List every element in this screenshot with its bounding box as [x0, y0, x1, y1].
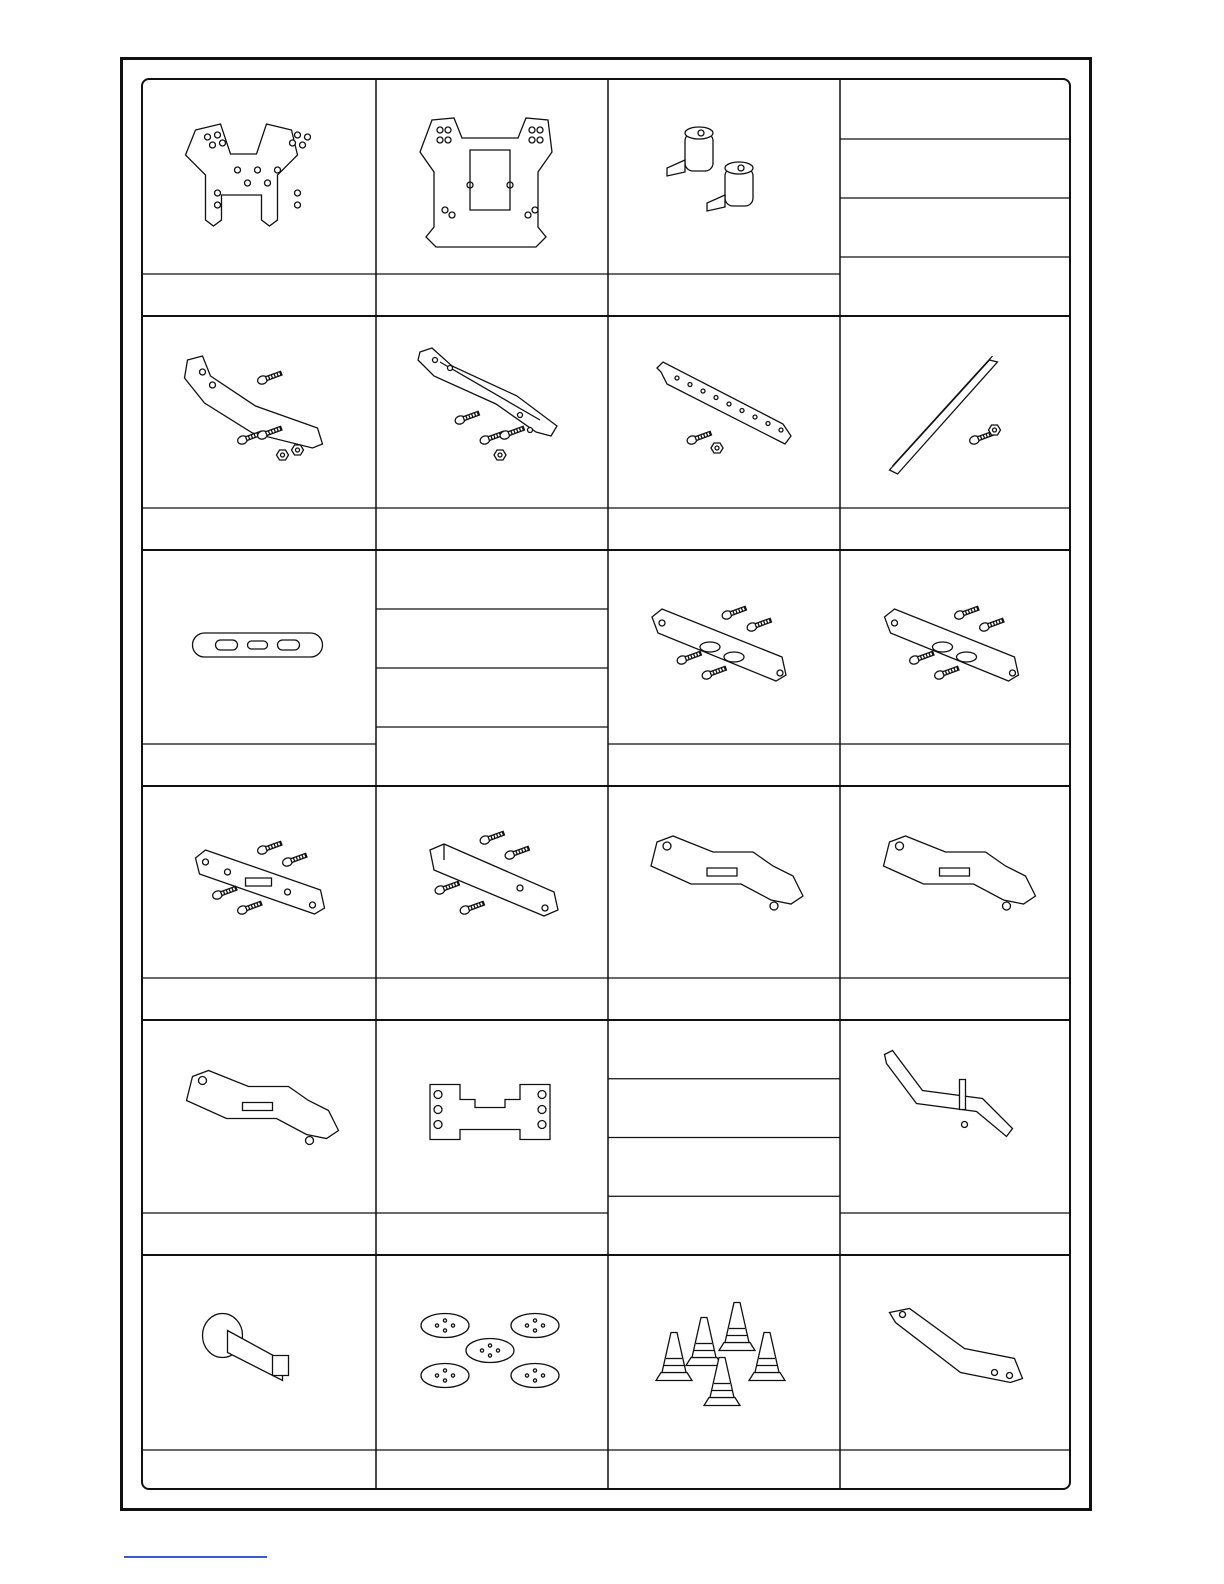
suspension-arm-mount-g-drawing — [141, 1018, 374, 1211]
caption-slot — [606, 1077, 838, 1136]
caption-slot — [838, 255, 1071, 314]
curved-brace-drawing — [838, 1253, 1071, 1448]
caption-slot — [838, 196, 1071, 255]
part-caption — [374, 272, 606, 314]
part-caption — [141, 1211, 374, 1253]
part-caption — [141, 272, 374, 314]
suspension-mount-c-drawing — [141, 784, 374, 976]
part-caption — [606, 272, 838, 314]
caption-slot — [374, 725, 606, 784]
part-caption — [141, 976, 374, 1018]
pistons-drawing — [374, 1253, 606, 1448]
part-caption — [838, 506, 1071, 548]
part-caption — [838, 1448, 1071, 1490]
folding-brace-drawing — [838, 1018, 1071, 1211]
caption-slot — [838, 78, 1071, 137]
bulkhead-plate-drawing — [374, 1018, 606, 1211]
suspension-arm-mount-f-drawing — [838, 784, 1071, 976]
caption-slot — [374, 607, 606, 666]
suspension-mount-a-drawing — [606, 548, 838, 742]
part-caption — [606, 976, 838, 1018]
caption-slot — [838, 137, 1071, 196]
part-caption — [141, 506, 374, 548]
suspension-mount-b-drawing — [838, 548, 1071, 742]
part-caption — [606, 506, 838, 548]
part-caption — [374, 1211, 606, 1253]
shock-tool-drawing — [141, 1253, 374, 1448]
upper-deck-brace-drawing — [606, 314, 838, 506]
caption-slot — [606, 1018, 838, 1077]
camber-link-mount-rear-drawing — [374, 314, 606, 506]
caption-slot — [374, 666, 606, 725]
camber-link-mount-front-drawing — [141, 314, 374, 506]
shock-tower-front-drawing — [141, 78, 374, 272]
part-caption — [838, 1211, 1071, 1253]
shock-tower-rear-drawing — [374, 78, 606, 272]
part-caption — [374, 506, 606, 548]
slotted-plate-drawing — [141, 548, 374, 742]
part-caption — [374, 976, 606, 1018]
long-link-rod-drawing — [838, 314, 1071, 506]
part-caption — [838, 742, 1071, 784]
part-caption — [141, 742, 374, 784]
part-caption — [838, 976, 1071, 1018]
traffic-cones-drawing — [606, 1253, 838, 1448]
suspension-mount-d-drawing — [374, 784, 606, 976]
caption-slot — [606, 1194, 838, 1253]
suspension-arm-mount-e-drawing — [606, 784, 838, 976]
part-caption — [374, 1448, 606, 1490]
part-caption — [606, 1448, 838, 1490]
caption-slot — [374, 548, 606, 607]
caption-slot — [606, 1136, 838, 1195]
part-caption — [141, 1448, 374, 1490]
footer-link[interactable] — [124, 1556, 267, 1558]
rear-hub-carriers-drawing — [606, 78, 838, 272]
part-caption — [606, 742, 838, 784]
